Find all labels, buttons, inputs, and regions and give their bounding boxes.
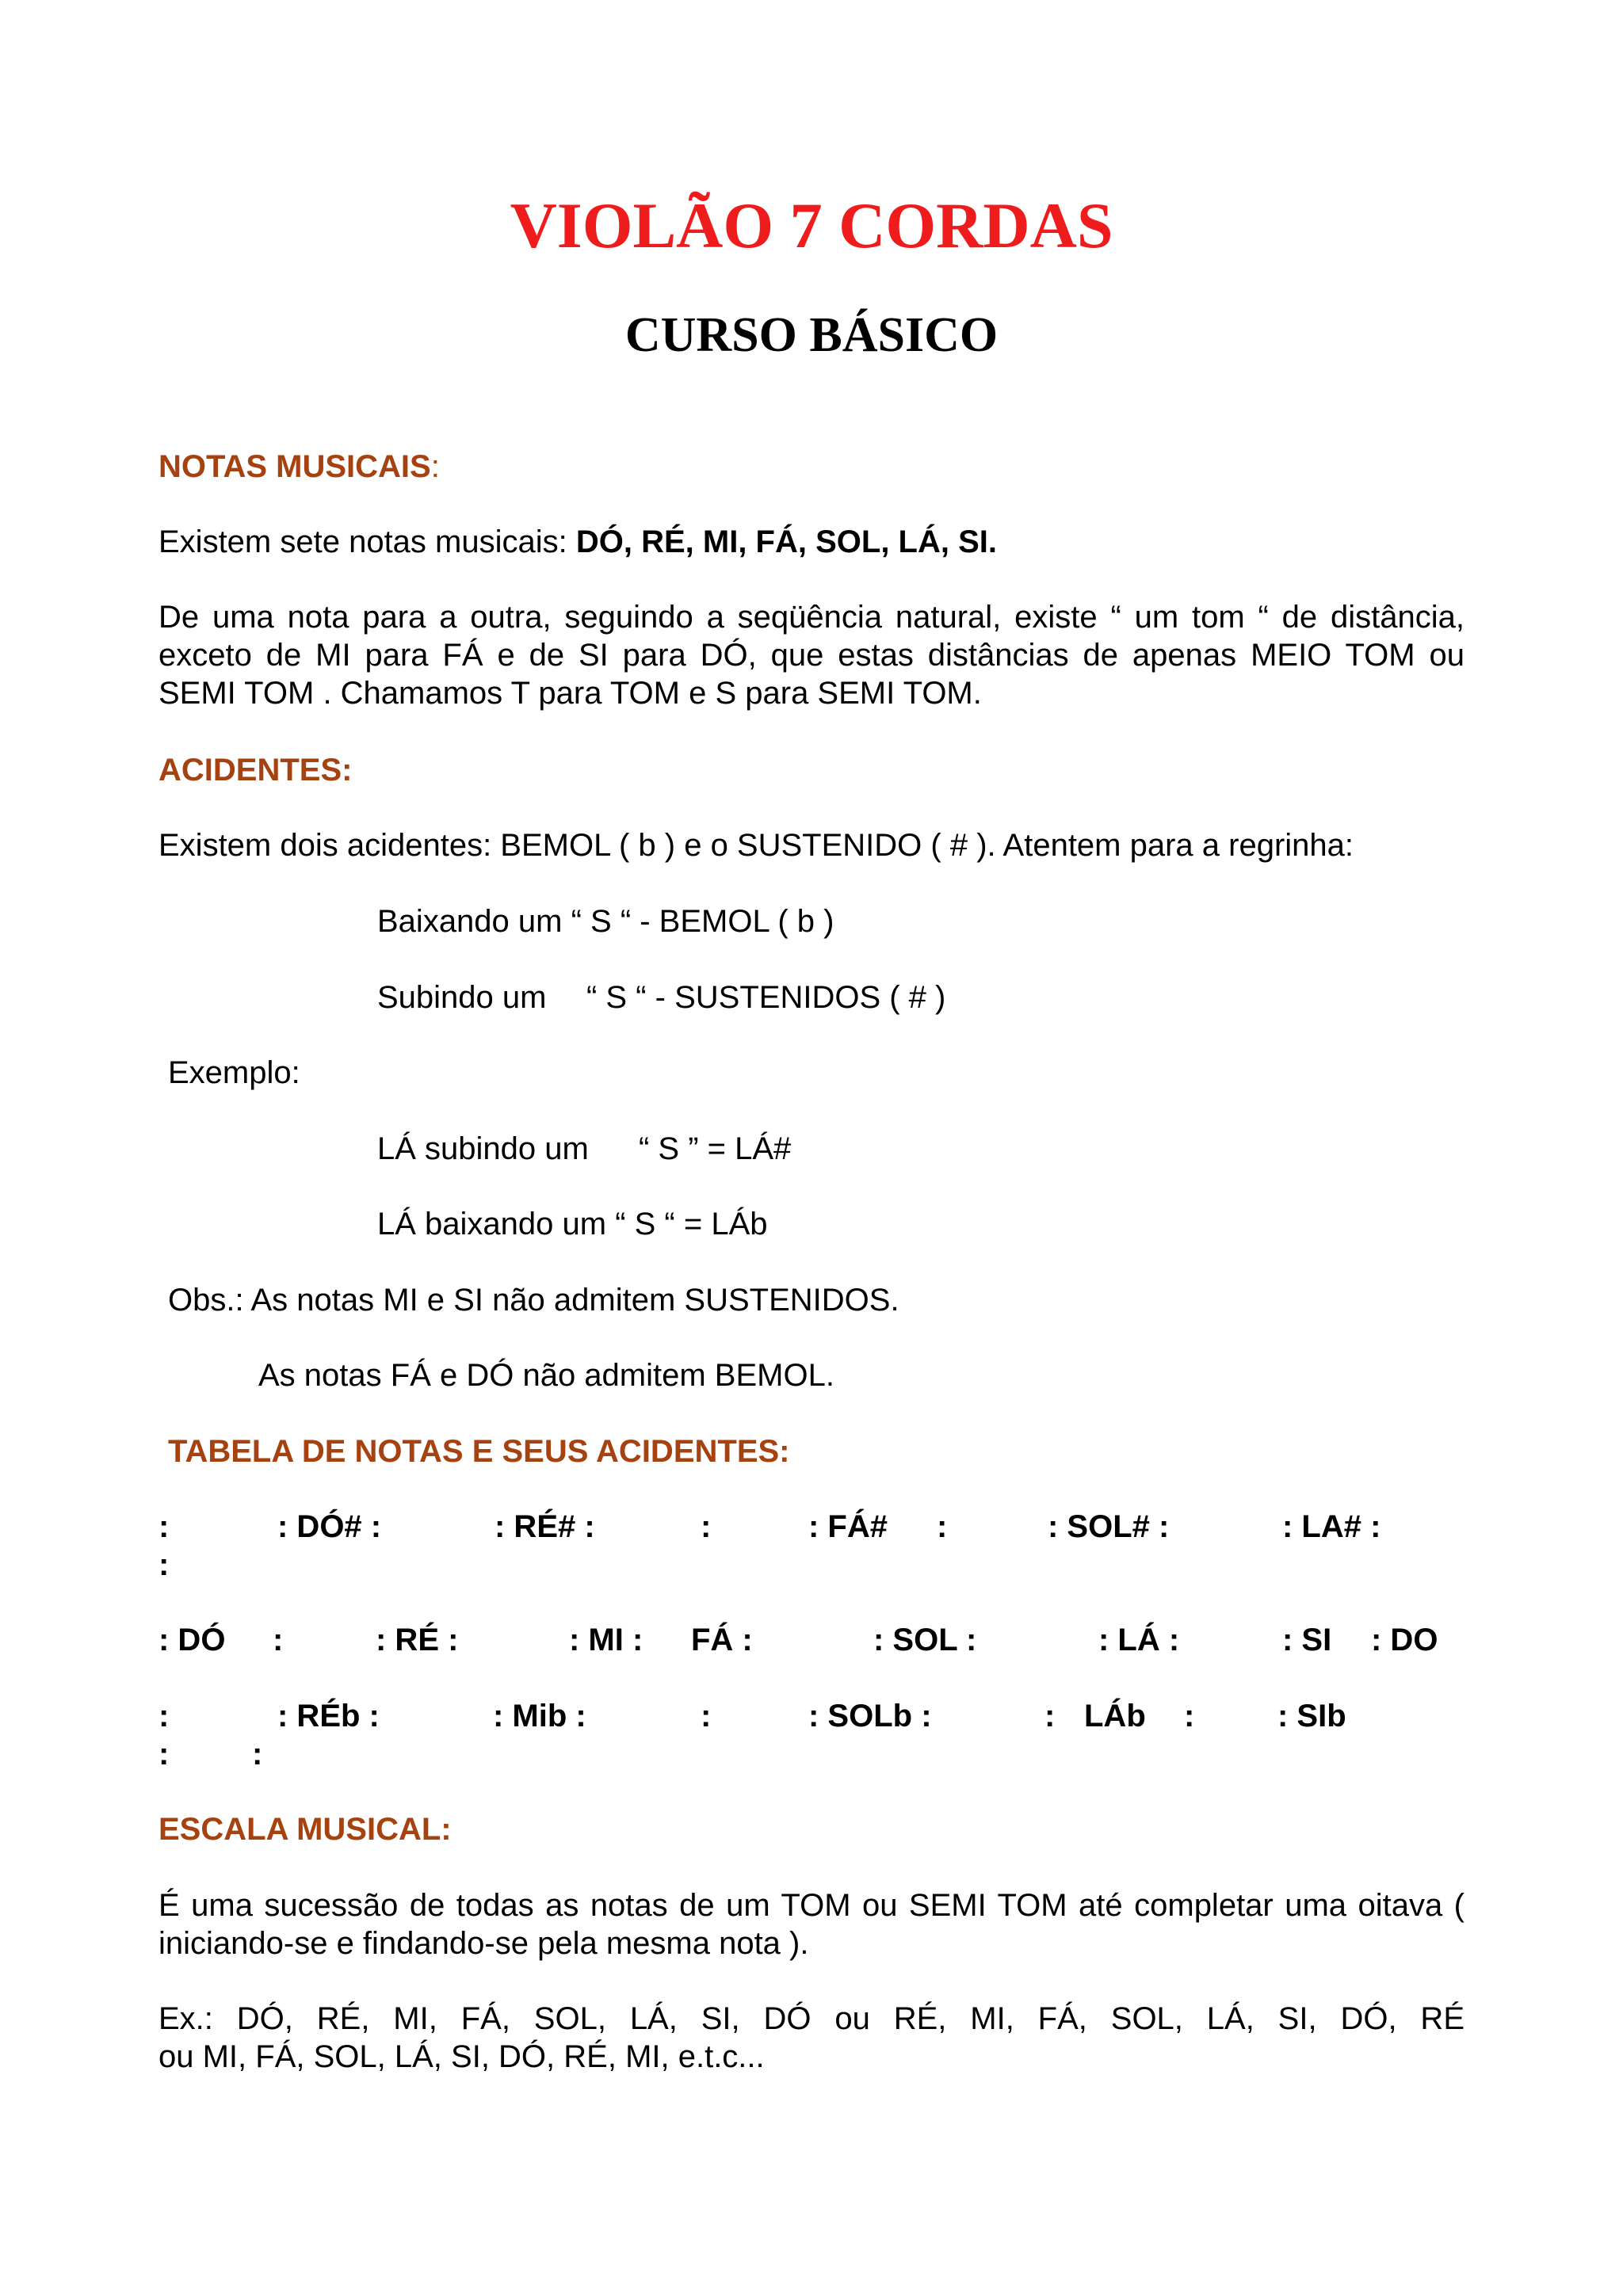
- natural-cell: FÁ :: [691, 1623, 753, 1657]
- sharp-cell: :: [158, 1547, 170, 1582]
- escala-def-line-2: iniciando-se e findando-se pela mesma nota ).: [158, 1926, 809, 1961]
- sharp-cell: :: [701, 1509, 712, 1544]
- notas-para-line-2: exceto de MI para FÁ e de SI para DÓ, que estas distâncias de apenas MEIO TOM ou: [158, 638, 1465, 673]
- tabela-heading: TABELA DE NOTAS E SEUS ACIDENTES:: [168, 1434, 790, 1469]
- document-title: VIOLÃO 7 CORDAS: [510, 189, 1113, 261]
- example-label: Exemplo:: [168, 1055, 300, 1090]
- acidentes-heading: ACIDENTES:: [158, 753, 353, 788]
- natural-cell: : RÉ :: [376, 1623, 459, 1657]
- flat-cell: :: [252, 1737, 263, 1772]
- sharp-cell: : DÓ# :: [277, 1509, 382, 1544]
- escala-heading: ESCALA MUSICAL:: [158, 1812, 452, 1847]
- obs-line-2: As notas FÁ e DÓ não admitem BEMOL.: [258, 1358, 834, 1393]
- example-2: LÁ baixando um “ S “ = LÁb: [377, 1207, 768, 1241]
- notas-intro: Existem sete notas musicais:: [158, 524, 576, 559]
- natural-cell: : DÓ: [158, 1623, 226, 1657]
- sharp-cell: : FÁ#: [808, 1509, 888, 1544]
- escala-example: [158, 2000, 1465, 2076]
- flat-cell: :: [1044, 1699, 1056, 1733]
- obs-line-1: Obs.: As notas MI e SI não admitem SUSTENIDOS.: [168, 1283, 899, 1318]
- example-1b: “ S ” = LÁ#: [639, 1131, 792, 1166]
- notas-list: DÓ, RÉ, MI, FÁ, SOL, LÁ, SI.: [575, 524, 997, 559]
- sharp-cell: :: [158, 1509, 170, 1544]
- natural-cell: : MI :: [569, 1623, 643, 1657]
- rule-bemol: Baixando um “ S “ - BEMOL ( b ): [377, 904, 834, 939]
- natural-cell: : SOL :: [873, 1623, 977, 1657]
- sharp-cell: : LA# :: [1282, 1509, 1381, 1544]
- escala-def-line-1: É uma sucessão de todas as notas de um TOM ou SEMI TOM até completar uma oitava (: [158, 1888, 1465, 1923]
- flat-cell: :: [701, 1699, 712, 1733]
- escala-ex-line-1: Ex.: DÓ, RÉ, MI, FÁ, SOL, LÁ, SI, DÓ ou RÉ, MI, FÁ, SOL, LÁ, SI, DÓ, RÉ: [158, 2001, 1465, 2036]
- natural-cell: : DO: [1371, 1623, 1438, 1657]
- escala-ex-line-2: ou MI, FÁ, SOL, LÁ, SI, DÓ, RÉ, MI, e.t.c...: [158, 2039, 765, 2074]
- flat-cell: LÁb: [1084, 1699, 1146, 1733]
- flat-cell: :: [1184, 1699, 1195, 1733]
- escala-definition: [158, 1886, 1465, 1962]
- flat-cell: :: [158, 1699, 170, 1733]
- notas-para-line-1: De uma nota para a outra, seguindo a seqüência natural, existe “ um tom “ de distância,: [158, 600, 1465, 635]
- notas-paragraph: [158, 598, 1465, 712]
- notas-heading: NOTAS MUSICAIS: [158, 449, 431, 484]
- sharp-cell: : RÉ# :: [495, 1509, 595, 1544]
- notas-para-line-3: SEMI TOM . Chamamos T para TOM e S para SEMI TOM.: [158, 676, 982, 711]
- example-1a: LÁ subindo um: [377, 1131, 589, 1166]
- notas-intro-line: [158, 523, 997, 561]
- natural-cell: :: [273, 1623, 284, 1657]
- flat-cell: : SIb: [1277, 1699, 1346, 1733]
- sharp-cell: : SOL# :: [1048, 1509, 1170, 1544]
- natural-cell: : LÁ :: [1098, 1623, 1180, 1657]
- sharp-cell: :: [937, 1509, 948, 1544]
- notas-heading-line: [158, 448, 440, 486]
- rule-sustenido-b: “ S “ - SUSTENIDOS ( # ): [586, 980, 946, 1015]
- flat-cell: : Mib :: [493, 1699, 586, 1733]
- rule-sustenido-a: Subindo um: [377, 980, 547, 1015]
- acidentes-intro: Existem dois acidentes: BEMOL ( b ) e o SUSTENIDO ( # ). Atentem para a regrinha:: [158, 828, 1354, 863]
- flat-cell: :: [158, 1737, 170, 1772]
- natural-cell: : SI: [1282, 1623, 1332, 1657]
- flat-cell: : RÉb :: [277, 1699, 380, 1733]
- flat-cell: : SOLb :: [808, 1699, 932, 1733]
- document-subtitle: CURSO BÁSICO: [624, 308, 999, 362]
- notas-heading-colon: :: [430, 449, 440, 484]
